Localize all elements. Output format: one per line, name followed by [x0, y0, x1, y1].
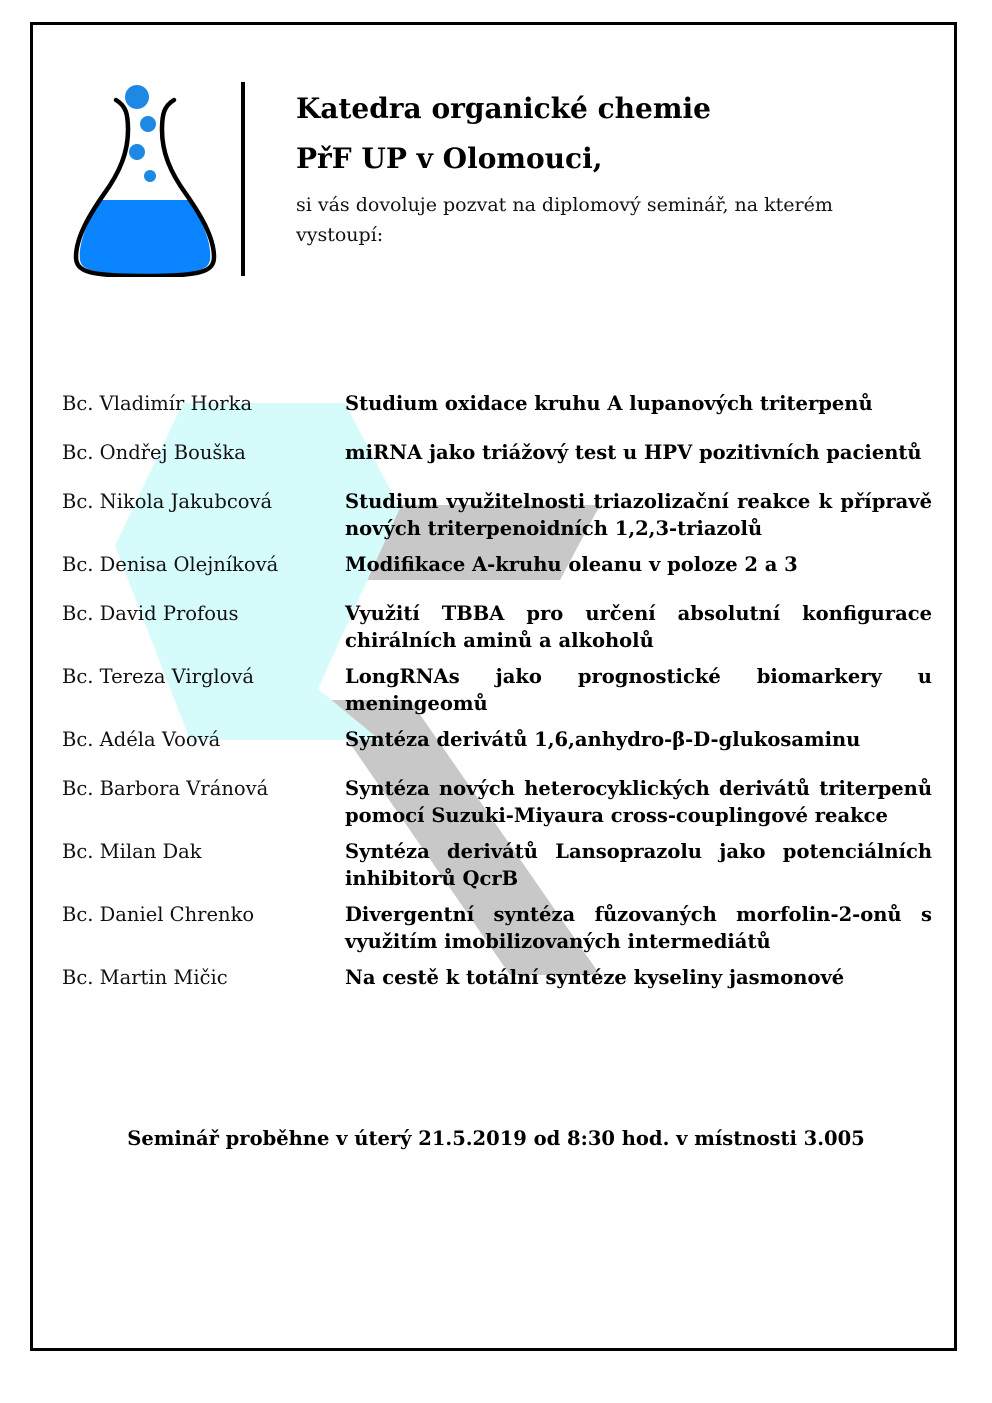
talk-row [62, 600, 932, 654]
talk-title: Syntéza derivátů Lansoprazolu jako potenciálních inhibitorů QcrB [345, 840, 932, 890]
speaker-name: Bc. Nikola Jakubcová [62, 490, 273, 513]
speaker-name: Bc. Ondřej Bouška [62, 441, 246, 464]
talk-title: Studium oxidace kruhu A lupanových triterpenů [345, 392, 873, 415]
talk-row [62, 439, 932, 466]
seminar-announcement: Seminář proběhne v úterý 21.5.2019 od 8:30 hod. v místnosti 3.005 [127, 1127, 865, 1150]
talk-title: Využití TBBA pro určení absolutní konfigurace chirálních aminů a alkoholů [345, 602, 932, 652]
bubble-2 [140, 116, 156, 132]
talk-title: LongRNAs jako prognostické biomarkery u meningeomů [345, 665, 932, 715]
speaker-name: Bc. Adéla Voová [62, 728, 221, 751]
bubble-4 [144, 170, 156, 182]
flask-icon [70, 82, 220, 277]
talk-list [62, 390, 932, 991]
header [296, 84, 916, 250]
speaker-name: Bc. Tereza Virglová [62, 665, 255, 688]
invitation-text: si vás dovoluje pozvat na diplomový seminář, na kterém vystoupí: [296, 194, 833, 246]
talk-row [62, 964, 932, 991]
talk-row [62, 726, 932, 753]
talk-row [62, 901, 932, 955]
talk-row [62, 663, 932, 717]
bubble-1 [125, 85, 149, 109]
speaker-name: Bc. Martin Mičic [62, 966, 228, 989]
talk-title: Na cestě k totální syntéze kyseliny jasmonové [345, 966, 845, 989]
talk-title: Studium využitelnosti triazolizační reakce k přípravě nových triterpenoidních 1,2,3-triazolů [345, 490, 932, 540]
talk-row [62, 551, 932, 578]
talk-title: Modifikace A-kruhu oleanu v poloze 2 a 3 [345, 553, 798, 576]
speaker-name: Bc. Milan Dak [62, 840, 202, 863]
speaker-name: Bc. Daniel Chrenko [62, 903, 255, 926]
faculty-name: PřF UP v Olomouci, [296, 142, 603, 175]
speaker-name: Bc. Denisa Olejníková [62, 553, 279, 576]
talk-row [62, 488, 932, 542]
speaker-name: Bc. Barbora Vránová [62, 777, 269, 800]
talk-row [62, 838, 932, 892]
bubble-3 [129, 144, 145, 160]
flask-liquid [80, 200, 211, 274]
header-divider [241, 82, 245, 276]
talk-title: Divergentní syntéza fůzovaných morfolin-2-onů s využitím imobilizovaných intermediátů [345, 903, 932, 953]
department-name: Katedra organické chemie [296, 92, 711, 125]
talk-title: miRNA jako triážový test u HPV pozitivních pacientů [345, 441, 922, 464]
talk-row [62, 775, 932, 829]
talk-title: Syntéza nových heterocyklických derivátů triterpenů pomocí Suzuki-Miyaura cross-couplingové reakce [345, 777, 932, 827]
talk-row [62, 390, 932, 417]
talk-title: Syntéza derivátů 1,6,anhydro-β-D-glukosaminu [345, 728, 861, 751]
speaker-name: Bc. Vladimír Horka [62, 392, 253, 415]
speaker-name: Bc. David Profous [62, 602, 239, 625]
